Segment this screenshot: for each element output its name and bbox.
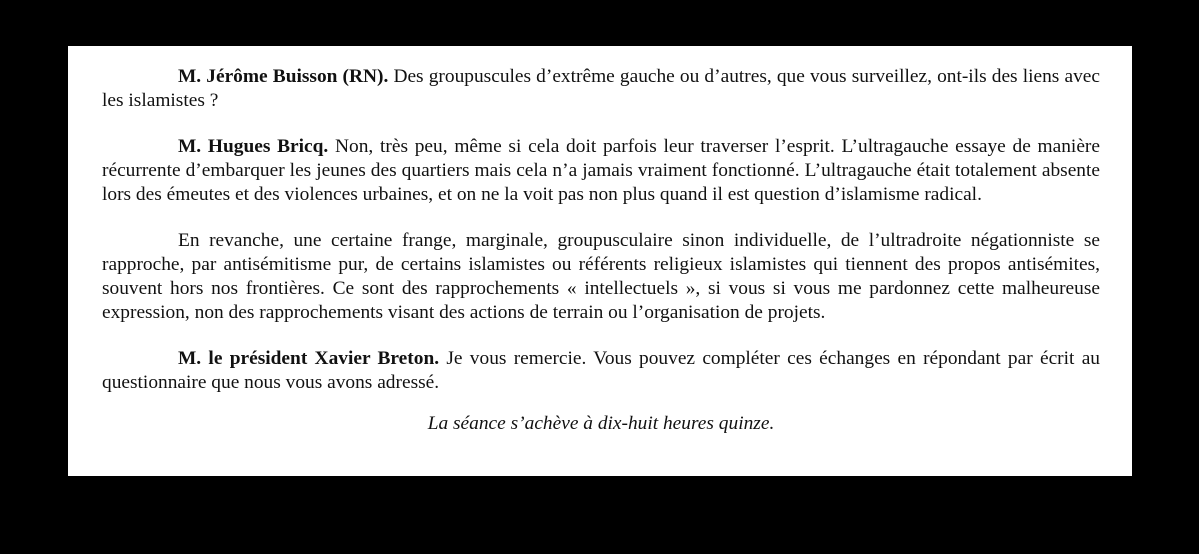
session-closing-note: La séance s’achève à dix-huit heures quinze. [427, 413, 775, 434]
speaker-name: M. Hugues Bricq. [178, 136, 329, 157]
paragraph-text: Des groupuscules d’extrême gauche ou d’autres, que vous surveillez, ont-ils des liens avec les islamistes ? [102, 66, 1100, 111]
paragraph-text: Je vous remercie. Vous pouvez compléter ces échanges en répondant par écrit au questionnaire que nous vous avons adressé. [102, 348, 1100, 393]
paragraph-text: En revanche, une certaine frange, marginale, groupusculaire sinon individuelle, de l’ultradroite négationniste se rapproche, par antisémitisme pur, de certains islamistes ou référents religieux islamistes qui tiennent des propos antisémites, souvent hors nos frontières. Ce sont des rapprochements « intellectuels », si vous si vous me pardonnez cette malheureuse expression, non des rapprochements visant des actions de terrain ou l’organisation de projets. [102, 230, 1100, 323]
paragraph-president [102, 347, 1100, 395]
speaker-name: M. le président Xavier Breton. [178, 348, 440, 369]
paragraph-bricq [102, 135, 1100, 207]
document-page [68, 46, 1132, 476]
paragraph-bricq-continued [102, 229, 1100, 325]
speaker-name: M. Jérôme Buisson (RN). [178, 66, 389, 87]
paragraph-buisson [102, 65, 1100, 113]
paragraph-text: Non, très peu, même si cela doit parfois leur traverser l’esprit. L’ultragauche essaye de manière récurrente d’embarquer les jeunes des quartiers mais cela n’a jamais vraiment fonctionné. L’ultragauche était totalement absente lors des émeutes et des violences urbaines, et on ne la voit pas non plus quand il est question d’islamisme radical. [102, 136, 1100, 205]
